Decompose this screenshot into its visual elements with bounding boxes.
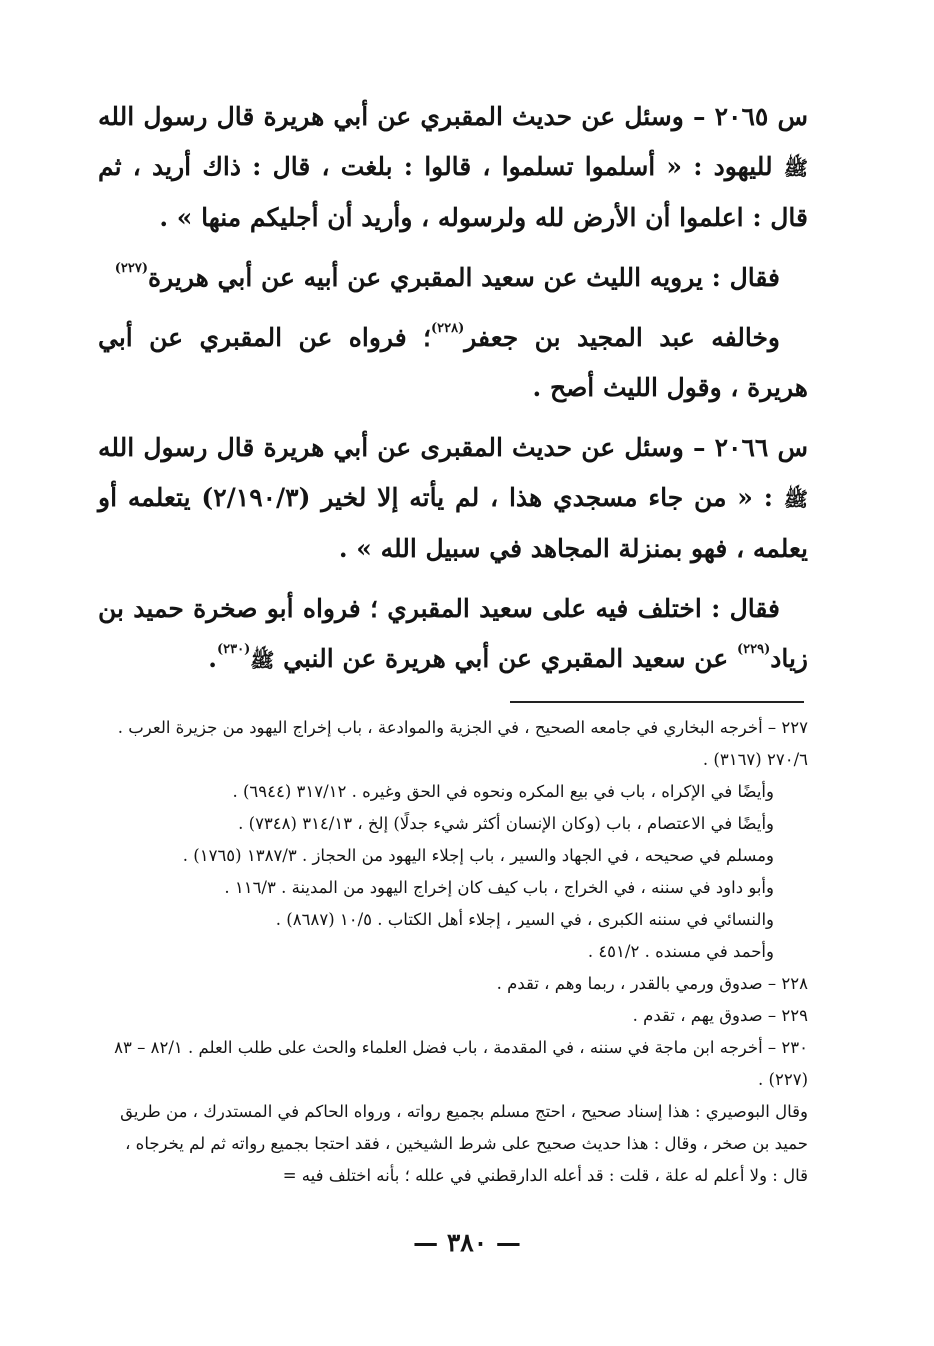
footnotes (96, 712, 808, 1192)
question-number: س ٢٠٦٦ – (692, 433, 808, 462)
footnote-228: ٢٢٨ – صدوق ورمي بالقدر ، ربما وهم ، تقدم . (496, 974, 808, 993)
footnote-227-line: وأبو داود في سننه ، في الخراج ، باب كيف كان إخراج اليهود من المدينة . ١١٦/٣ . (224, 878, 774, 897)
answer-text: فقال : يرويه الليث عن سعيد المقبري عن أبيه عن أبي هريرة (148, 263, 780, 292)
answer-text: وخالفه عبد المجيد بن جعفر (464, 323, 781, 352)
answer-text-end: . (208, 644, 217, 673)
question-text-continued: لليهود : « أسلموا تسلموا ، قالوا : بلغت ، قال : ذاك أريد ، ثم قال : اعلموا أن الأرض لله ولرسوله ، وأريد أن أجليكم منها » . (98, 152, 808, 232)
footnote-ref: (٢٣٠) (217, 642, 251, 657)
answer-text-continued: ؛ فرواه عن المقبري عن أبي هريرة ، وقول الليث أصح . (98, 323, 808, 402)
answer-paragraph (98, 253, 808, 303)
salawat-glyph: ﷺ (783, 156, 808, 180)
footnote-separator (510, 701, 804, 703)
question-text: وسئل عن حديث المقبري عن أبي هريرة قال رسول الله (98, 102, 684, 131)
footnote-227-line: ومسلم في صحيحه ، في الجهاد والسير ، باب إجلاء اليهود من الحجاز . ١٣٨٧/٣ (١٧٦٥) . (182, 846, 774, 865)
footnote-230-continuation: وقال البوصيري : هذا إسناد صحيح ، احتج مسلم بجميع رواته ، ورواه الحاكم في المستدرك ، من طريق حميد بن صخر ، وقال : هذا حديث صحيح على شرط الشيخين ، فقد احتجا بجميع رواته ثم لم يخرجاه ، قال : ولا أعلم له علة ، قلت : قد أعله الدارقطني في علله ؛ بأنه اختلف فيه = (120, 1102, 808, 1185)
footnote-230: ٢٣٠ – أخرجه ابن ماجة في سننه ، في المقدمة ، باب فضل العلماء والحث على طلب العلم . ٨٢/١ – ٨٣ (٢٢٧) . (114, 1038, 808, 1089)
footnote-227-line: وأيضًا في الاعتصام ، باب (وكان الإنسان أكثر شيء جدلًا) إلخ ، ٣١٤/١٣ (٧٣٤٨) . (238, 814, 774, 833)
question-text-continued: : « من جاء مسجدي هذا ، لم يأته إلا لخير (٢/١٩٠/٣) يتعلمه أو يعلمه ، فهو بمنزلة المجاهد في سبيل الله » . (98, 483, 808, 563)
answer-text: فقال : اختلف فيه على سعيد المقبري ؛ فرواه أبو صخرة حميد بن زياد (98, 594, 808, 673)
answer-paragraph (98, 313, 808, 413)
footnote-ref: (٢٢٧) (114, 261, 149, 276)
footnote-ref: (٢٢٩) (736, 642, 771, 657)
question-2065 (98, 92, 808, 243)
question-2066 (98, 423, 808, 574)
page-number: — ٣٨٠ — (413, 1228, 521, 1257)
answer-paragraph (98, 584, 808, 685)
footnote-227-line: والنسائي في سننه الكبرى ، في السير ، إجلاء أهل الكتاب . ١٠/٥ (٨٦٨٧) . (275, 910, 774, 929)
answer-text-continued: عن سعيد المقبري عن أبي هريرة عن النبي (283, 644, 729, 673)
salawat-glyph: ﷺ (783, 487, 808, 511)
footnote-ref: (٢٢٨) (431, 321, 465, 336)
main-text (98, 92, 808, 695)
footnote-227: ٢٢٧ – أخرجه البخاري في جامعه الصحيح ، في الجزية والموادعة ، باب إخراج اليهود من جزيرة العرب . ٢٧٠/٦ (٣١٦٧) . (117, 718, 808, 769)
salawat-glyph: ﷺ (250, 648, 275, 672)
question-number: س ٢٠٦٥ – (692, 102, 808, 131)
footnote-227-line: وأحمد في مسنده . ٤٥١/٢ . (587, 942, 774, 961)
question-text: وسئل عن حديث المقبرى عن أبي هريرة قال رسول الله (98, 433, 684, 462)
footnote-229: ٢٢٩ – صدوق يهم ، تقدم . (632, 1006, 808, 1025)
footnote-227-line: وأيضًا في الإكراه ، باب في بيع المكره ونحوه في الحق وغيره . ٣١٧/١٢ (٦٩٤٤) . (232, 782, 774, 801)
